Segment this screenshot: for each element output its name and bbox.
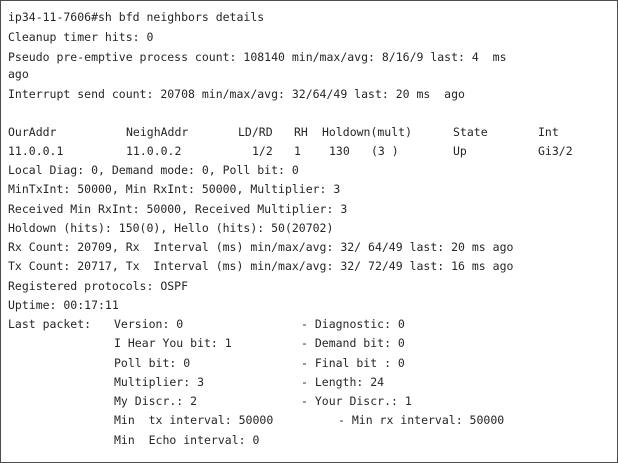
- row-neighaddr: 11.0.0.2: [126, 144, 182, 158]
- last-packet-min-tx-interval: Min tx interval: 50000: [114, 413, 274, 427]
- interrupt-count-line: Interrupt send count: 20708 min/max/avg: 32/64/49 last: 20 ms ago: [8, 87, 465, 101]
- last-packet-length: - Length: 24: [301, 375, 385, 389]
- header-state: State: [453, 125, 488, 139]
- last-packet-version: Version: 0: [114, 317, 184, 331]
- command-prompt-line: ip34-11-7606#sh bfd neighbors details: [8, 10, 265, 24]
- preemptive-count-line-continued: ago: [8, 67, 29, 81]
- last-packet-poll-bit: Poll bit: 0: [114, 356, 191, 370]
- last-packet-i-hear-you: I Hear You bit: 1: [114, 336, 232, 350]
- registered-protocols-line: Registered protocols: OSPF: [8, 279, 189, 293]
- rx-count-line: Rx Count: 20709, Rx Interval (ms) min/max/avg: 32/ 64/49 last: 20 ms ago: [8, 240, 514, 254]
- tx-count-line: Tx Count: 20717, Tx Interval (ms) min/max/avg: 32/ 72/49 last: 16 ms ago: [8, 259, 514, 273]
- last-packet-diagnostic: - Diagnostic: 0: [301, 317, 405, 331]
- last-packet-min-echo-interval: Min Echo interval: 0: [114, 433, 260, 447]
- holdown-hits-line: Holdown (hits): 150(0), Hello (hits): 50(20702): [8, 221, 334, 235]
- header-rh: RH: [294, 125, 308, 139]
- uptime-line: Uptime: 00:17:11: [8, 298, 119, 312]
- row-mult: (3 ): [371, 144, 399, 158]
- row-state: Up: [453, 144, 467, 158]
- header-ouraddr: OurAddr: [8, 125, 57, 139]
- header-holdown: Holdown(mult): [322, 125, 413, 139]
- preemptive-count-line: Pseudo pre-emptive process count: 108140 min/max/avg: 8/16/9 last: 4 ms: [8, 50, 507, 64]
- last-packet-my-discr: My Discr.: 2: [114, 394, 198, 408]
- header-int: Int: [538, 125, 559, 139]
- cleanup-timer-line: Cleanup timer hits: 0: [8, 30, 154, 44]
- row-ouraddr: 11.0.0.1: [8, 144, 64, 158]
- row-holdown: 130: [329, 144, 350, 158]
- received-min-rx-line: Received Min RxInt: 50000, Received Multiplier: 3: [8, 202, 348, 216]
- last-packet-demand-bit: - Demand bit: 0: [301, 336, 405, 350]
- last-packet-your-discr: - Your Discr.: 1: [301, 394, 412, 408]
- last-packet-final-bit: - Final bit : 0: [301, 356, 405, 370]
- row-ld-rd: 1/2: [252, 144, 273, 158]
- last-packet-multiplier: Multiplier: 3: [114, 375, 205, 389]
- local-diag-line: Local Diag: 0, Demand mode: 0, Poll bit: 0: [8, 163, 299, 177]
- header-ld-rd: LD/RD: [238, 125, 273, 139]
- last-packet-min-rx-interval: - Min rx interval: 50000: [338, 413, 505, 427]
- row-rh: 1: [294, 144, 301, 158]
- row-int: Gi3/2: [538, 144, 573, 158]
- header-neighaddr: NeighAddr: [126, 125, 189, 139]
- last-packet-label: Last packet:: [8, 317, 92, 331]
- min-tx-int-line: MinTxInt: 50000, Min RxInt: 50000, Multiplier: 3: [8, 182, 341, 196]
